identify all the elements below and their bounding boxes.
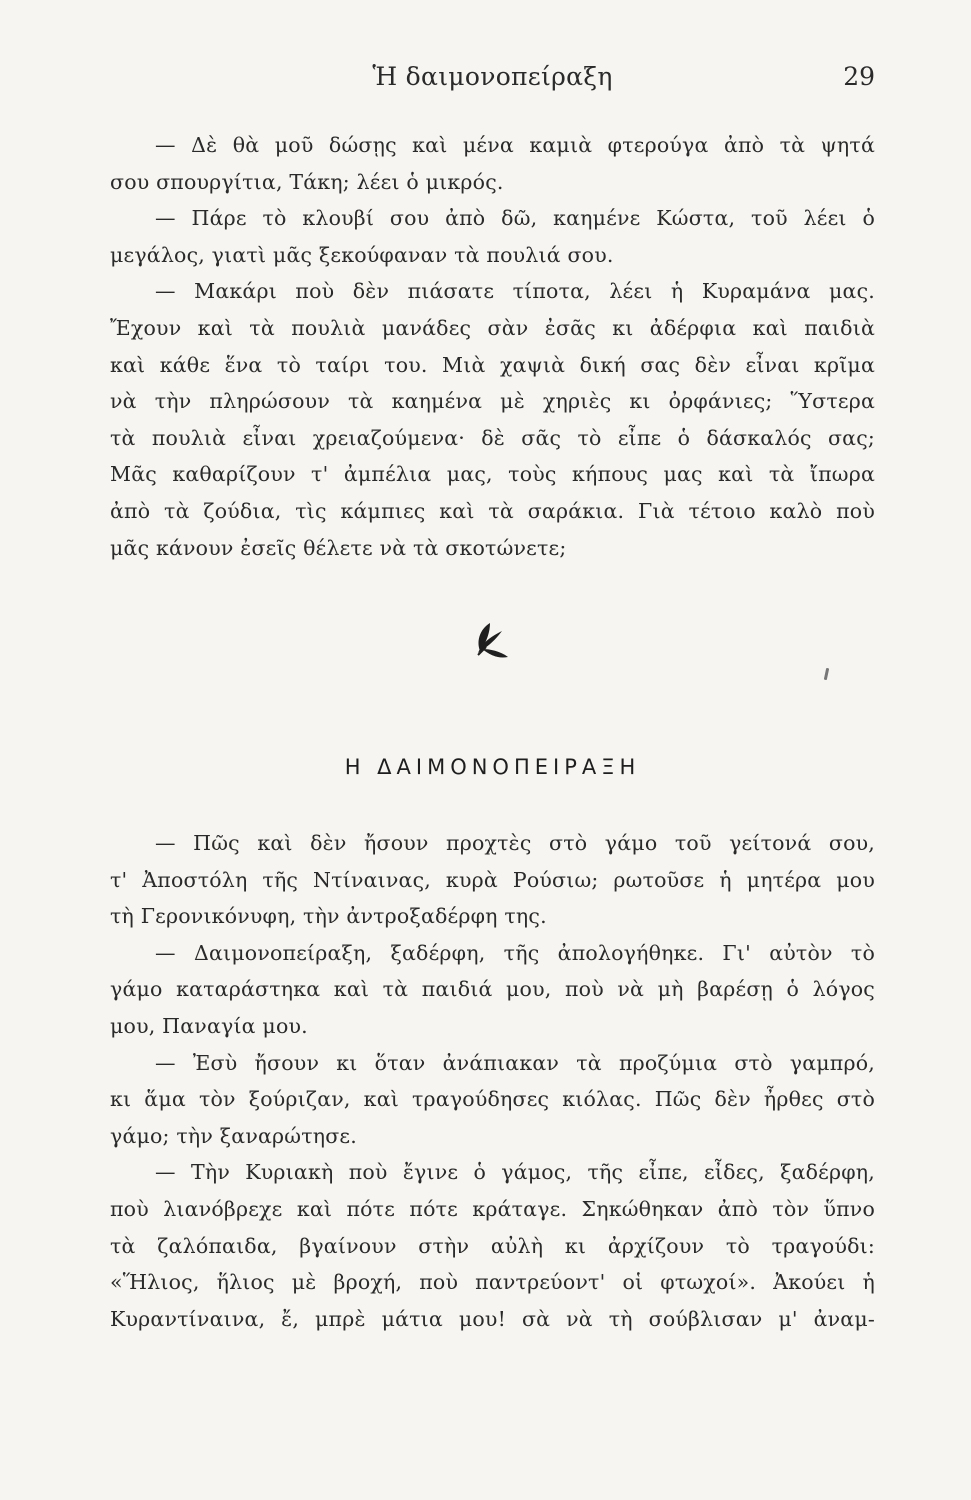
page-number: 29	[843, 62, 875, 91]
text-line: Ἔχουν καὶ τὰ πουλιὰ μανάδες σὰν ἐσᾶς κι ἀδέρφια καὶ παιδιὰ	[110, 315, 875, 340]
text-line: γάμο; τὴν ξαναρώτησε.	[110, 1123, 357, 1148]
text-line: — Μακάρι ποὺ δὲν πιάσατε τίποτα, λέει ἡ Κυραμάνα μας.	[155, 279, 875, 304]
text-line: ποὺ λιανόβρεχε καὶ πότε πότε κράταγε. Σηκώθηκαν ἀπὸ τὸν ὕπνο	[110, 1196, 875, 1221]
text-line: τ' Ἀποστόλη τῆς Ντίναινας, κυρὰ Ρούσιω; ρωτοῦσε ἡ μητέρα μου	[110, 867, 875, 892]
text-line: Κυραντίναινα, ἔ, μπρὲ μάτια μου! σὰ νὰ τὴ σούβλισαν μ' ἀναμ-	[110, 1306, 875, 1331]
text-line: τὰ πουλιὰ εἶναι χρειαζούμενα· δὲ σᾶς τὸ εἶπε ὁ δάσκαλός σας;	[110, 425, 875, 450]
text-line: τὰ ζαλόπαιδα, βγαίνουν στὴν αὐλὴ κι ἀρχίζουν τὸ τραγούδι:	[110, 1233, 875, 1258]
section-2-text	[110, 825, 875, 1337]
text-line: σου σπουργίτια, Τάκη; λέει ὁ μικρός.	[110, 169, 504, 194]
text-line: μου, Παναγία μου.	[110, 1013, 308, 1038]
leaf-ornament-icon	[472, 617, 512, 661]
text-line: καὶ κάθε ἕνα τὸ ταίρι του. Μιὰ χαψιὰ δική σας δὲν εἶναι κρῖμα	[110, 352, 875, 377]
section-1-text	[110, 127, 875, 566]
text-line: — Δὲ θὰ μοῦ δώσῃς καὶ μένα καμιὰ φτερούγα ἀπὸ τὰ ψητά	[155, 133, 875, 157]
text-line: γάμο καταράστηκα καὶ τὰ παιδιά μου, ποὺ νὰ μὴ βαρέσῃ ὁ λόγος	[110, 977, 875, 1002]
text-line: κι ἅμα τὸν ξούριζαν, καὶ τραγούδησες κιόλας. Πῶς δὲν ἦρθες στὸ	[110, 1087, 875, 1112]
running-title: Ἡ δαιμονοπείραξη	[372, 62, 613, 91]
text-line: — Πῶς καὶ δὲν ἤσουν προχτὲς στὸ γάμο τοῦ γείτονά σου,	[155, 831, 875, 855]
text-line: τὴ Γερονικόνυφη, τὴν ἀντροξαδέρφη της.	[110, 904, 547, 929]
text-line: Μᾶς καθαρίζουν τ' ἀμπέλια μας, τοὺς κήπους μας καὶ τὰ ἴπωρα	[110, 462, 875, 487]
text-line: — Τὴν Κυριακὴ ποὺ ἔγινε ὁ γάμος, τῆς εἶπε, εἶδες, ξαδέρφη,	[155, 1160, 875, 1185]
text-line: «Ἥλιος, ἥλιος μὲ βροχή, ποὺ παντρεύοντ' οἱ φτωχοί». Ἀκούει ἡ	[110, 1270, 875, 1295]
text-line: μεγάλος, γιατὶ μᾶς ξεκούφαναν τὰ πουλιά σου.	[110, 242, 614, 267]
running-head	[110, 62, 875, 98]
text-line: μᾶς κάνουν ἐσεῖς θέλετε νὰ τὰ σκοτώνετε;	[110, 535, 567, 560]
text-line: — Δαιμονοπείραξη, ξαδέρφη, τῆς ἀπολογήθηκε. Γι' αὐτὸν τὸ	[155, 940, 875, 965]
chapter-heading: Η ΔΑΙΜΟΝΟΠΕΙΡΑΞΗ	[344, 755, 641, 779]
text-line: — Πάρε τὸ κλουβί σου ἀπὸ δῶ, καημένε Κώστα, τοῦ λέει ὁ	[155, 206, 875, 231]
text-line: ἀπὸ τὰ ζούδια, τὶς κάμπιες καὶ τὰ σαράκια. Γιὰ τέτοιο καλὸ ποὺ	[110, 498, 875, 523]
text-line: — Ἐσὺ ἤσουν κι ὅταν ἀνάπιακαν τὰ προζύμια στὸ γαμπρό,	[155, 1050, 875, 1075]
ink-speck	[824, 668, 829, 680]
text-line: νὰ τὴν πληρώσουν τὰ καημένα μὲ χηριὲς κι ὀρφάνιες; Ὕστερα	[110, 389, 875, 414]
